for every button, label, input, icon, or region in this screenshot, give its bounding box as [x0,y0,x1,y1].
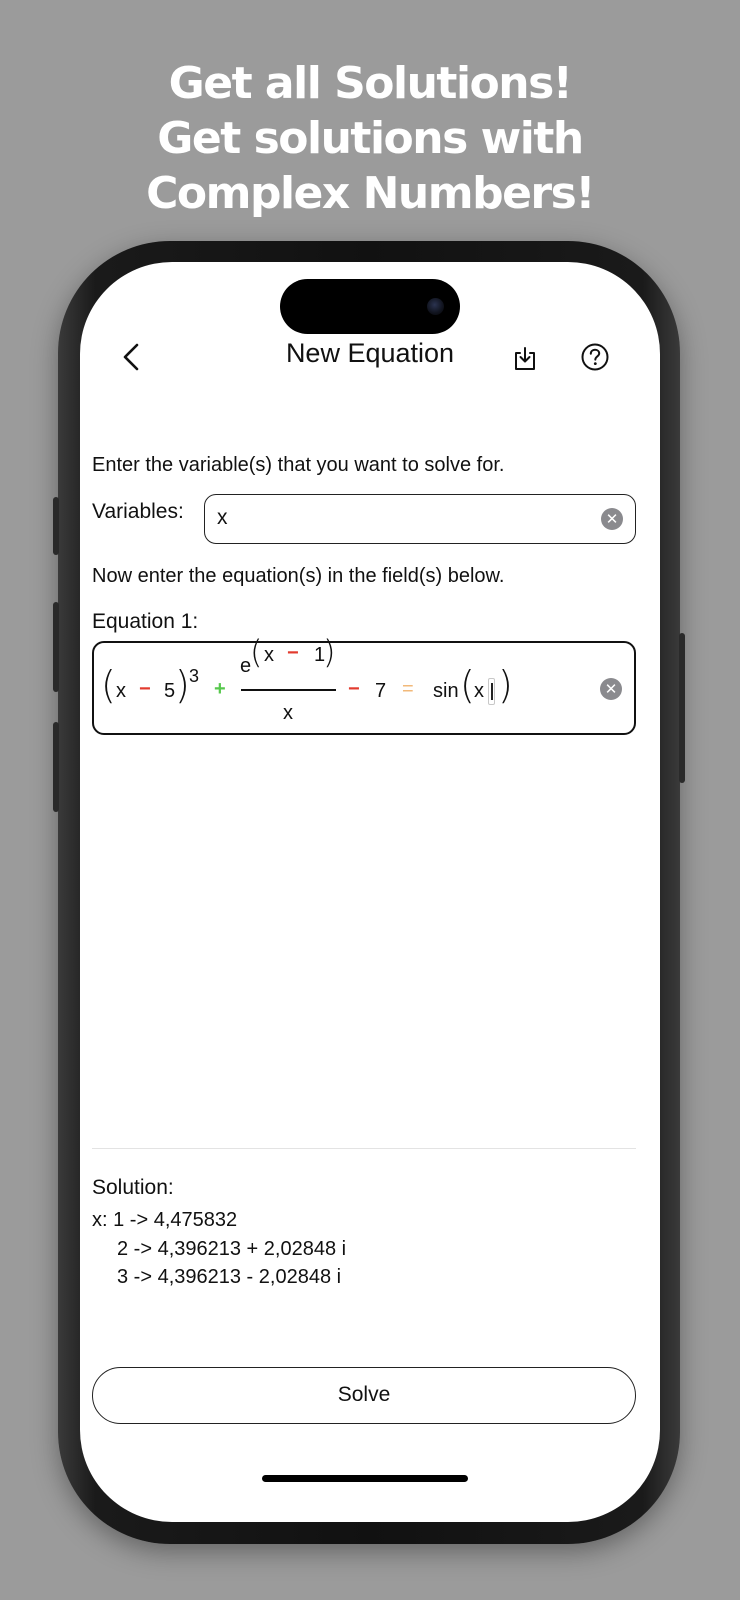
solve-button[interactable]: Solve [92,1367,636,1424]
close-paren: ) [323,633,336,671]
dynamic-island [280,279,460,334]
equation-1-field[interactable] [92,633,636,735]
solution-label: Solution: [92,1176,174,1199]
promo-headline [0,56,740,221]
equations-instruction: Now enter the equation(s) in the field(s) below. [92,565,505,587]
clear-variables-icon[interactable]: ✕ [601,508,623,530]
question-circle-icon[interactable] [580,342,610,372]
clear-equation-icon[interactable]: ✕ [600,678,622,700]
text-cursor [488,678,495,705]
open-paren: ( [460,663,475,707]
fraction-bar [241,689,336,691]
headline-line-2: Get solutions with [157,113,583,164]
variables-label: Variables: [92,500,184,523]
phone-power-button [679,633,685,783]
math-operator-minus: − [287,642,299,664]
variables-field[interactable] [204,494,636,544]
variables-input[interactable] [217,495,587,541]
divider [92,1148,636,1149]
math-token: x [474,680,484,702]
phone-volume-down-button [53,722,59,812]
headline-line-1: Get all Solutions! [168,58,572,109]
math-token: x [283,702,293,724]
math-operator-minus: − [348,678,360,700]
equation-1-label: Equation 1: [92,610,199,633]
math-token: e [240,655,252,677]
math-exponent: 3 [189,666,200,686]
math-token: 7 [375,680,387,702]
solution-line-3: 3 -> 4,396213 - 2,02848 i [117,1266,342,1288]
phone-action-button [53,497,59,555]
math-token: x [116,680,126,702]
math-token: 1 [314,644,326,666]
math-operator-equals: = [402,678,414,700]
math-operator-minus: − [139,678,151,700]
close-paren: ) [498,663,513,707]
app-screen [80,262,660,1522]
home-indicator[interactable] [262,1475,468,1482]
open-paren: ( [101,663,116,707]
variables-instruction: Enter the variable(s) that you want to solve for. [92,454,505,476]
math-function: sin [433,680,459,702]
headline-line-3: Complex Numbers! [146,168,594,219]
solution-line-1: x: 1 -> 4,475832 [92,1209,238,1231]
phone-volume-up-button [53,602,59,692]
open-paren: ( [250,633,263,671]
math-token: x [264,644,274,666]
page-title: New Equation [285,338,455,368]
close-paren: ) [175,663,190,707]
camera-icon [427,298,444,315]
math-operator-plus: + [214,678,226,700]
math-token: 5 [164,680,176,702]
download-tray-icon[interactable] [512,346,538,372]
solution-line-2: 2 -> 4,396213 + 2,02848 i [117,1238,347,1260]
